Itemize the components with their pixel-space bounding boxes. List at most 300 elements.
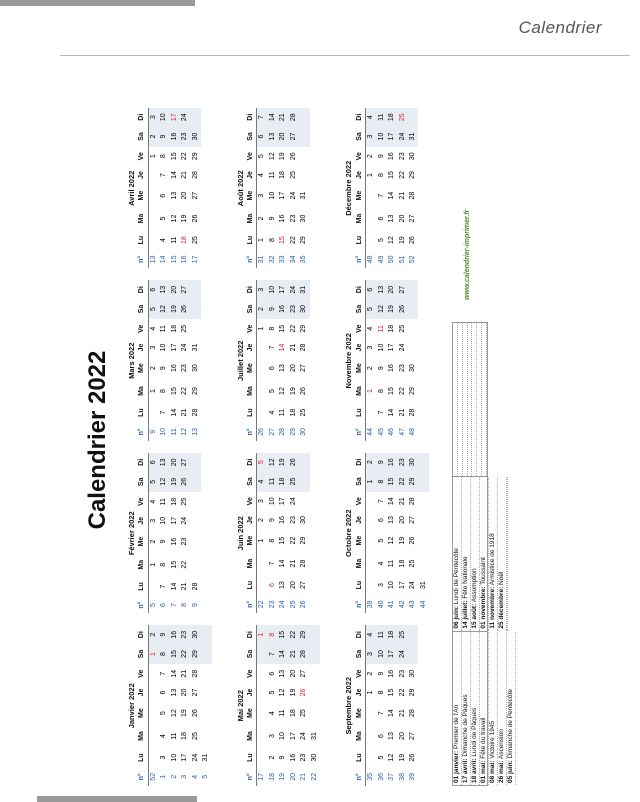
week-number: 27 xyxy=(268,427,276,436)
day-cell xyxy=(257,357,268,380)
day-header: Je xyxy=(246,166,257,184)
day-cell: 8 xyxy=(268,538,276,543)
month-name: Juillet 2022 xyxy=(235,340,245,381)
day-cell: 27 xyxy=(300,581,308,589)
week-row xyxy=(170,108,181,269)
week-row xyxy=(299,453,310,614)
week-row xyxy=(408,281,419,442)
day-cell: 11 xyxy=(268,471,279,491)
holiday-name: Fête Nationale xyxy=(462,556,469,599)
day-cell: 7 xyxy=(268,644,279,664)
day-cell xyxy=(408,626,419,644)
month-block xyxy=(126,453,227,614)
day-cell xyxy=(408,108,419,126)
day-cell: 22 xyxy=(180,644,191,664)
holiday-item xyxy=(453,477,462,630)
day-cell: 4 xyxy=(149,326,157,331)
day-cell: 22 xyxy=(289,324,297,333)
day-header: Lu xyxy=(246,230,257,250)
month-table xyxy=(354,281,418,442)
day-cell: 13 xyxy=(268,126,279,146)
day-header: Di xyxy=(354,108,365,126)
month-name: Janvier 2022 xyxy=(127,683,136,729)
day-cell: 15 xyxy=(170,387,178,395)
day-cell: 9 xyxy=(268,518,276,522)
day-cell xyxy=(299,453,310,471)
day-cell: 17 xyxy=(170,516,178,525)
day-cell: 3 xyxy=(148,108,159,126)
holiday-name: Noël xyxy=(498,571,505,585)
day-header: Ve xyxy=(137,147,148,166)
week-row xyxy=(376,626,387,787)
day-cell: 11 xyxy=(268,171,276,179)
day-cell: 2 xyxy=(148,126,159,146)
day-cell: 27 xyxy=(289,126,300,146)
day-cell: 19 xyxy=(279,152,287,161)
day-cell: 4 xyxy=(377,561,385,566)
day-cell: 13 xyxy=(170,191,178,200)
day-cell: 26 xyxy=(409,753,417,762)
day-header: Ma xyxy=(354,207,365,230)
day-header: Me xyxy=(246,529,257,552)
day-cell: 5 xyxy=(258,154,266,159)
day-cell: 1 xyxy=(258,326,266,331)
day-cell: 30 xyxy=(409,364,417,373)
day-cell xyxy=(191,108,202,126)
day-cell: 28 xyxy=(409,408,417,417)
day-cell: 29 xyxy=(191,644,202,664)
day-header: n° xyxy=(246,768,257,786)
holiday-item xyxy=(471,632,480,785)
day-cell: 16 xyxy=(289,753,297,762)
week-row xyxy=(159,626,170,787)
day-cell: 21 xyxy=(289,644,300,664)
day-cell: 29 xyxy=(409,387,417,395)
day-cell: 19 xyxy=(170,472,181,492)
day-cell: 2 xyxy=(367,154,375,159)
day-cell: 24 xyxy=(191,753,199,762)
week-row xyxy=(148,281,159,442)
day-cell xyxy=(365,552,376,575)
day-cell xyxy=(148,683,159,701)
top-decor-bar xyxy=(0,0,195,6)
day-cell xyxy=(365,492,376,511)
day-cell: 21 xyxy=(398,408,406,417)
week-row xyxy=(289,281,300,442)
holiday-item xyxy=(480,477,489,630)
day-cell: 4 xyxy=(160,734,168,738)
day-cell: 13 xyxy=(159,453,170,472)
week-row xyxy=(257,626,268,787)
day-cell: 3 xyxy=(268,734,276,738)
day-cell: 23 xyxy=(289,299,300,319)
day-header: Ma xyxy=(354,380,365,403)
day-cell: 17 xyxy=(289,732,297,740)
week-row xyxy=(310,626,321,787)
week-row xyxy=(299,281,310,442)
day-cell: 12 xyxy=(279,688,287,697)
month-table xyxy=(246,108,310,269)
week-number: 12 xyxy=(181,427,189,436)
day-cell xyxy=(148,748,159,768)
week-row xyxy=(278,626,289,787)
month-name: Juin 2022 xyxy=(235,516,245,551)
day-cell: 28 xyxy=(191,171,199,179)
day-header: Lu xyxy=(246,403,257,423)
day-header: Ve xyxy=(246,664,257,683)
week-row xyxy=(180,626,191,787)
week-number: 34 xyxy=(289,255,297,264)
day-cell: 26 xyxy=(289,152,297,161)
day-cell: 20 xyxy=(289,364,297,373)
holiday-item xyxy=(480,632,489,785)
month-name: Février 2022 xyxy=(127,511,136,556)
holiday-item xyxy=(507,632,516,785)
day-cell: 18 xyxy=(387,626,398,644)
week-row xyxy=(365,281,376,442)
month-block xyxy=(343,453,444,614)
week-number: 45 xyxy=(377,427,385,436)
day-cell: 13 xyxy=(279,364,287,373)
day-cell: 12 xyxy=(268,152,276,161)
week-number: 52 xyxy=(149,772,157,781)
week-row xyxy=(397,281,408,442)
day-cell: 25 xyxy=(300,408,308,417)
day-cell: 5 xyxy=(160,711,168,716)
day-cell: 22 xyxy=(289,536,297,545)
holiday-date: 06 juin: xyxy=(453,605,460,629)
day-header: Sa xyxy=(137,299,148,319)
day-cell: 14 xyxy=(388,408,396,417)
day-header: n° xyxy=(354,595,365,613)
week-number: 7 xyxy=(170,603,178,608)
holiday-name: Armistice de 1918 xyxy=(489,533,496,586)
day-cell: 9 xyxy=(159,626,170,644)
day-cell: 31 xyxy=(202,753,210,762)
week-number: 32 xyxy=(268,255,276,264)
website-link[interactable]: www.calendrier-imprimer.fr xyxy=(464,209,471,300)
week-row xyxy=(191,281,202,442)
week-number: 24 xyxy=(279,600,287,609)
week-row xyxy=(257,108,268,269)
day-cell xyxy=(257,683,268,701)
day-header: Me xyxy=(246,357,257,380)
day-header: Sa xyxy=(354,299,365,319)
holiday-date: 05 juin: xyxy=(507,760,514,783)
day-cell: 2 xyxy=(367,671,375,676)
day-cell: 27 xyxy=(409,516,417,524)
day-cell: 7 xyxy=(377,410,385,415)
week-number: 19 xyxy=(279,772,287,781)
week-row xyxy=(289,108,300,269)
week-number: 16 xyxy=(181,255,189,264)
day-cell: 17 xyxy=(387,644,398,664)
day-header: Sa xyxy=(137,472,148,492)
day-cell: 5 xyxy=(160,216,168,221)
week-row xyxy=(278,453,289,614)
day-cell: 3 xyxy=(365,126,376,146)
day-cell: 2 xyxy=(268,755,276,760)
day-header: Ve xyxy=(137,664,148,683)
day-header: Ve xyxy=(246,492,257,511)
day-header: n° xyxy=(137,423,148,441)
day-cell: 10 xyxy=(377,343,385,352)
day-cell xyxy=(201,644,212,664)
week-row xyxy=(387,626,398,787)
week-row xyxy=(257,453,268,614)
day-cell: 2 xyxy=(367,366,375,371)
day-cell: 5 xyxy=(365,299,376,319)
day-header: Ma xyxy=(137,380,148,403)
holiday-name: Premier de l'An xyxy=(453,704,460,750)
bottom-decor-bar xyxy=(37,796,197,802)
day-cell: 15 xyxy=(279,236,287,244)
day-cell: 17 xyxy=(279,497,287,506)
week-row xyxy=(289,453,300,614)
month-table xyxy=(246,626,321,787)
day-cell: 31 xyxy=(310,732,318,740)
week-number: 28 xyxy=(279,427,287,436)
day-header: Ma xyxy=(246,380,257,403)
day-header: Lu xyxy=(137,576,148,596)
holiday-item xyxy=(507,477,508,630)
day-cell: 3 xyxy=(258,193,266,198)
holiday-item xyxy=(498,632,507,785)
day-header: Sa xyxy=(246,126,257,146)
day-header: Je xyxy=(137,166,148,184)
day-cell xyxy=(201,683,212,701)
holiday-column xyxy=(453,632,514,785)
day-cell: 22 xyxy=(398,171,406,179)
month-block xyxy=(126,626,227,787)
day-cell: 14 xyxy=(170,408,178,417)
day-cell: 3 xyxy=(365,644,376,664)
week-row xyxy=(376,108,387,269)
day-cell xyxy=(148,725,159,748)
day-cell: 16 xyxy=(279,214,287,223)
day-cell xyxy=(148,230,159,250)
day-cell: 18 xyxy=(388,324,396,333)
week-number: 17 xyxy=(258,772,266,781)
day-cell: 7 xyxy=(268,561,276,566)
day-header: Lu xyxy=(246,575,257,595)
day-cell xyxy=(365,529,376,552)
week-number: 50 xyxy=(388,255,396,264)
day-cell: 27 xyxy=(300,669,308,678)
day-cell: 19 xyxy=(170,299,181,319)
day-cell: 11 xyxy=(170,236,178,244)
day-cell: 5 xyxy=(268,389,276,393)
day-cell: 20 xyxy=(181,688,189,697)
day-cell: 9 xyxy=(377,154,385,159)
day-cell: 26 xyxy=(191,709,199,718)
holiday-item xyxy=(462,477,471,630)
month-name: Avril 2022 xyxy=(127,170,136,206)
holiday-item xyxy=(489,632,498,785)
day-cell: 5 xyxy=(377,755,385,760)
day-cell: 3 xyxy=(160,755,168,760)
day-header: Ma xyxy=(354,552,365,575)
day-cell: 27 xyxy=(300,364,308,373)
day-cell: 23 xyxy=(397,453,408,471)
day-header: Ma xyxy=(354,725,365,748)
day-cell: 6 xyxy=(268,583,276,588)
day-cell: 16 xyxy=(388,364,396,373)
week-number: 37 xyxy=(388,772,396,781)
week-number: 4 xyxy=(191,774,199,779)
day-cell xyxy=(257,552,268,575)
week-row xyxy=(268,626,279,787)
day-cell: 12 xyxy=(159,299,170,319)
day-header: n° xyxy=(354,423,365,441)
day-cell: 13 xyxy=(279,581,287,589)
day-cell: 27 xyxy=(180,453,191,472)
day-cell: 11 xyxy=(377,325,385,333)
month-table xyxy=(246,281,310,442)
week-row xyxy=(159,453,170,614)
day-cell: 3 xyxy=(149,518,157,523)
week-number: 3 xyxy=(181,774,189,779)
holiday-item xyxy=(489,477,498,630)
day-cell: 29 xyxy=(408,471,419,491)
day-cell: 8 xyxy=(377,690,385,695)
day-cell xyxy=(310,626,321,644)
day-cell: 23 xyxy=(300,753,308,762)
week-number: 38 xyxy=(398,772,406,781)
day-cell: 18 xyxy=(289,709,297,718)
day-cell: 8 xyxy=(268,238,276,243)
day-cell: 13 xyxy=(279,669,287,678)
day-header: Di xyxy=(137,626,148,644)
day-cell xyxy=(257,702,268,725)
day-header: Lu xyxy=(354,403,365,423)
day-cell: 30 xyxy=(300,516,308,524)
day-cell: 24 xyxy=(397,126,408,146)
month-table xyxy=(137,108,201,269)
day-cell xyxy=(365,511,376,529)
day-cell: 22 xyxy=(289,626,300,644)
day-cell: 6 xyxy=(377,216,385,221)
day-header: Lu xyxy=(137,748,148,768)
day-cell: 22 xyxy=(398,387,406,395)
day-cell xyxy=(299,108,310,126)
day-cell: 10 xyxy=(268,281,279,299)
month-table xyxy=(354,626,418,787)
holiday-date: 17 avril: xyxy=(462,758,469,783)
week-number: 9 xyxy=(149,429,157,434)
day-cell xyxy=(365,403,376,423)
day-cell: 8 xyxy=(268,326,276,331)
day-header: Sa xyxy=(246,471,257,491)
week-number: 36 xyxy=(377,772,385,781)
week-number: 14 xyxy=(160,255,168,264)
holiday-date: 11 novembre: xyxy=(489,586,496,629)
day-cell: 17 xyxy=(170,108,181,126)
month-block xyxy=(126,281,227,442)
day-header: n° xyxy=(137,768,148,786)
day-cell: 30 xyxy=(409,152,417,161)
day-cell: 1 xyxy=(258,538,266,543)
day-cell: 18 xyxy=(181,236,189,244)
week-number: 40 xyxy=(377,600,385,609)
day-cell: 3 xyxy=(258,499,266,504)
week-number: 6 xyxy=(160,603,168,608)
month-table xyxy=(354,453,429,614)
day-cell: 16 xyxy=(388,152,396,161)
day-cell: 25 xyxy=(409,559,417,568)
day-cell: 12 xyxy=(159,472,170,492)
day-cell: 17 xyxy=(181,753,189,762)
day-cell: 21 xyxy=(278,108,289,126)
day-cell: 21 xyxy=(289,343,297,352)
day-cell xyxy=(148,702,159,725)
day-cell: 16 xyxy=(279,516,287,524)
week-row xyxy=(397,453,408,614)
day-cell: 29 xyxy=(191,152,199,161)
week-number: 44 xyxy=(367,427,375,436)
day-cell: 11 xyxy=(376,626,387,644)
holiday-name: Dimanche de Pâques xyxy=(462,694,469,757)
day-cell: 6 xyxy=(160,193,168,198)
week-number: 2 xyxy=(170,774,178,779)
day-cell: 18 xyxy=(278,471,289,491)
day-header: n° xyxy=(354,768,365,786)
day-header: Di xyxy=(354,626,365,644)
week-number: 41 xyxy=(388,600,396,609)
day-header: Me xyxy=(354,184,365,207)
week-row xyxy=(376,281,387,442)
day-cell: 12 xyxy=(279,387,287,395)
day-cell xyxy=(365,725,376,748)
day-cell: 25 xyxy=(397,626,408,644)
day-cell: 17 xyxy=(398,581,406,589)
day-header: Ve xyxy=(354,147,365,166)
day-cell xyxy=(191,530,202,553)
day-cell xyxy=(365,230,376,250)
day-header: Je xyxy=(137,511,148,530)
day-header: Me xyxy=(246,702,257,725)
week-number: 20 xyxy=(289,772,297,781)
day-cell: 23 xyxy=(398,364,406,373)
month-block xyxy=(235,281,336,442)
week-number: 35 xyxy=(367,772,375,781)
day-cell xyxy=(191,453,202,472)
week-number: 44 xyxy=(419,600,427,609)
week-number: 46 xyxy=(388,427,396,436)
day-cell: 12 xyxy=(268,453,279,471)
day-cell: 20 xyxy=(170,281,181,299)
day-cell: 28 xyxy=(300,343,308,352)
day-cell xyxy=(418,552,429,575)
day-cell: 24 xyxy=(300,732,308,740)
day-cell: 31 xyxy=(408,126,419,146)
week-number: 47 xyxy=(398,427,406,436)
day-header: Ma xyxy=(246,207,257,230)
day-cell: 8 xyxy=(160,154,168,159)
day-header: Ma xyxy=(137,207,148,230)
day-cell: 3 xyxy=(149,345,157,350)
day-cell: 28 xyxy=(191,582,199,591)
week-row xyxy=(299,108,310,269)
week-number: 22 xyxy=(310,772,318,781)
day-cell: 14 xyxy=(170,171,178,179)
day-cell: 20 xyxy=(289,669,297,678)
day-header: Je xyxy=(354,683,365,701)
day-cell: 8 xyxy=(268,626,279,644)
month-name: Décembre 2022 xyxy=(344,160,354,216)
week-number: 5 xyxy=(149,603,157,608)
day-header: Lu xyxy=(246,748,257,768)
